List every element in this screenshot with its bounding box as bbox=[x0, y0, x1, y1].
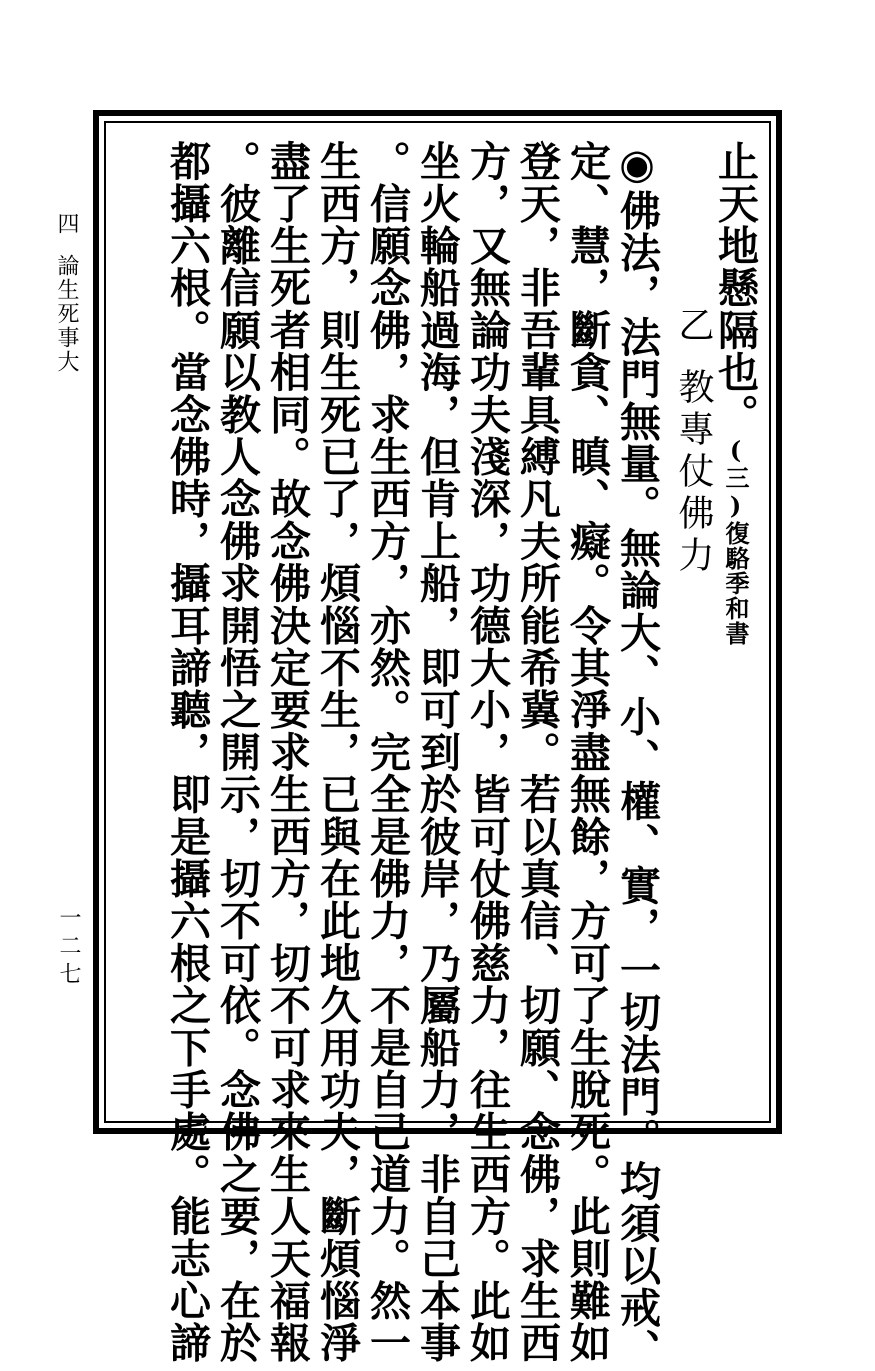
text-column-10: 盡了生死者相同。故念佛決定要求生西方，切不可求來生人天福報 bbox=[263, 140, 311, 1364]
section-heading bbox=[673, 306, 714, 578]
page-number: 一二七 bbox=[56, 906, 81, 990]
running-title bbox=[55, 212, 77, 374]
text-column-11: 。彼離信願以教人念佛求開悟之開示，切不可依。念佛之要，在於 bbox=[213, 140, 261, 1364]
text-column-1 bbox=[711, 140, 759, 647]
section-title: 教專仗佛力 bbox=[673, 368, 714, 578]
text-column-8: 。信願念佛，求生西方，亦然。完全是佛力，不是自己道力。然一 bbox=[363, 140, 411, 1364]
column-text: 止天地懸隔也。 bbox=[711, 140, 759, 436]
text-column-5: 登天，非吾輩具縛凡夫所能希冀。若以真信、切願、念佛，求生西 bbox=[513, 140, 561, 1364]
text-column-9: 生西方，則生死已了，煩惱不生，已與在此地久用功夫，斷煩惱淨 bbox=[313, 140, 361, 1364]
letter-number: (三) bbox=[721, 435, 750, 522]
text-column-12: 都攝六根。當念佛時，攝耳諦聽，即是攝六根之下手處。能志心諦 bbox=[163, 140, 211, 1364]
chapter-number: 四 bbox=[54, 212, 79, 236]
text-column-3: ◉佛法，法門無量。無論大、小、權、實，一切法門。均須以戒、 bbox=[613, 140, 661, 1371]
text-column-4: 定、慧，斷貪、瞋、癡。令其淨盡無餘，方可了生脫死。此則難如 bbox=[563, 140, 611, 1364]
letter-author: 復駱季和書 bbox=[721, 521, 750, 647]
text-column-6: 方，又無論功夫淺深，功德大小，皆可仗佛慈力，往生西方。此如 bbox=[463, 140, 511, 1364]
text-column-7: 坐火輪船過海，但肯上船，即可到於彼岸，乃屬船力，非自己本事 bbox=[413, 140, 461, 1364]
section-letter: 乙 bbox=[673, 306, 714, 348]
chapter-title: 論生死事大 bbox=[54, 254, 79, 374]
